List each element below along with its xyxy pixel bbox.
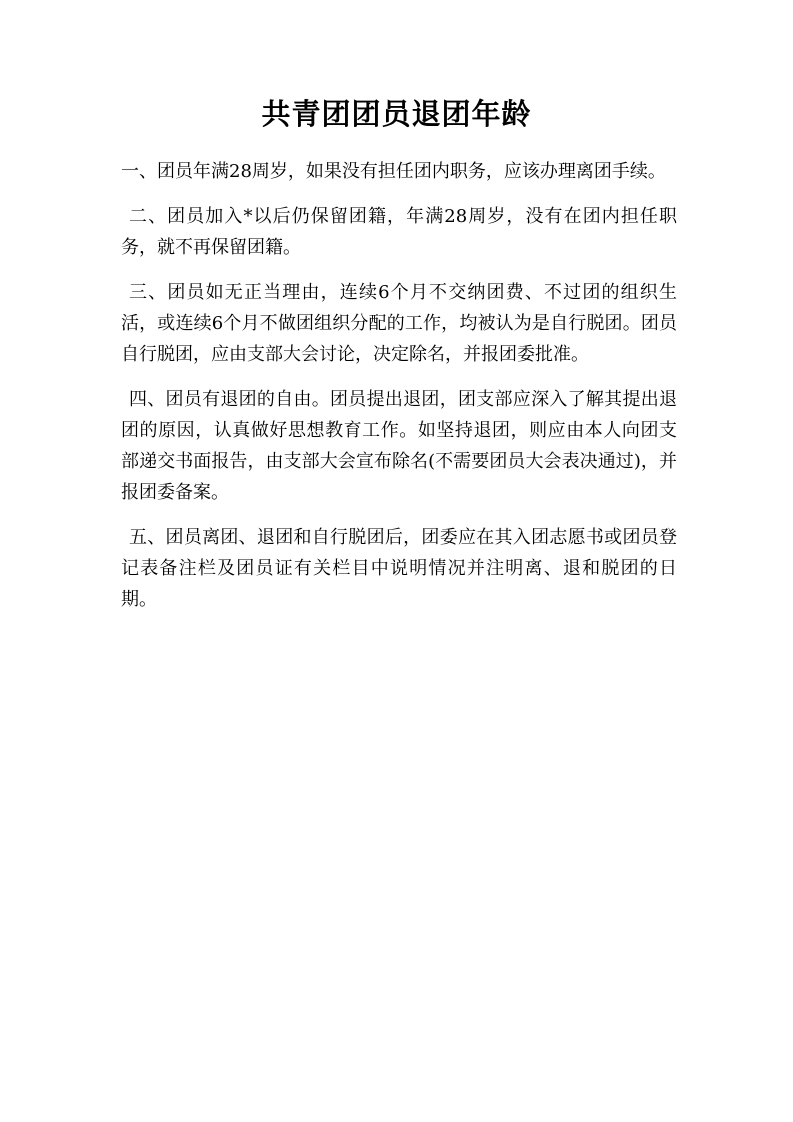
paragraph-4: 四、团员有退团的自由。团员提出退团，团支部应深入了解其提出退团的原因，认真做好思想教育工作。如坚持退团，则应由本人向团支部递交书面报告，由支部大会宣布除名(不需要团员大会表决通过)，并报团委备案。 — [121, 389, 677, 503]
document-title: 共青团团员退团年龄 — [261, 97, 532, 131]
paragraph-3: 三、团员如无正当理由，连续6个月不交纳团费、不过团的组织生活，或连续6个月不做团组织分配的工作，均被认为是自行脱团。团员自行脱团，应由支部大会讨论，决定除名，并报团委批准。 — [121, 282, 677, 365]
document-body — [121, 156, 677, 629]
paragraph-1: 一、团员年满28周岁，如果没有担任团内职务，应该办理离团手续。 — [121, 161, 666, 182]
paragraph-5: 五、团员离团、退团和自行脱团后，团委应在其入团志愿书或团员登记表备注栏及团员证有关栏目中说明情况并注明离、退和脱团的日期。 — [121, 527, 677, 610]
paragraph-2: 二、团员加入*以后仍保留团籍，年满28周岁，没有在团内担任职务，就不再保留团籍。 — [121, 206, 677, 258]
